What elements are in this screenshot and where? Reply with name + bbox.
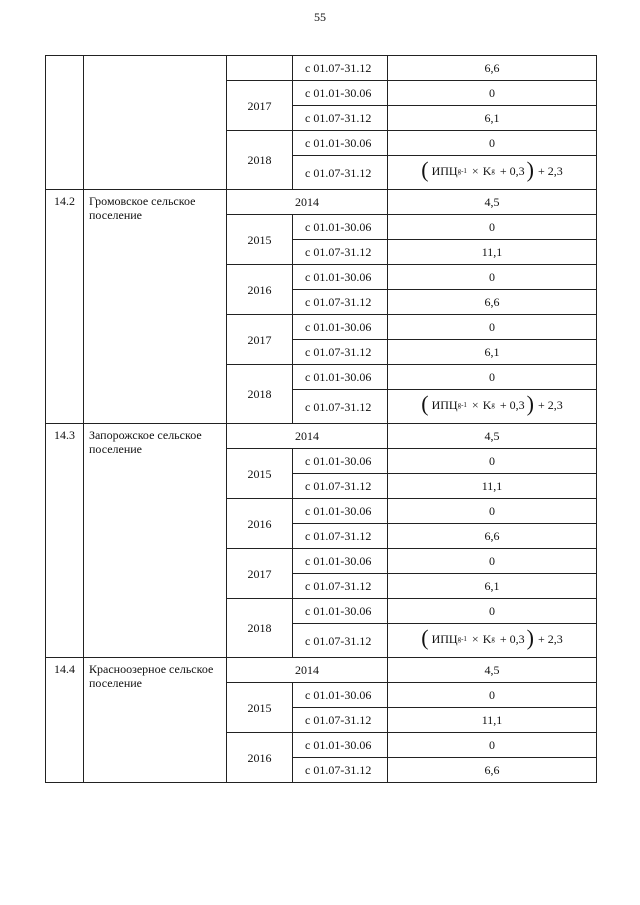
settlement-name-cell: Запорожское сельское поселение xyxy=(84,424,227,658)
row-number-cell: 14.3 xyxy=(46,424,84,658)
year-cell: 2015 xyxy=(227,683,293,733)
value-cell: 0 xyxy=(388,215,597,240)
period-cell: с 01.07-31.12 xyxy=(293,574,388,599)
formula-k: K xyxy=(482,632,492,646)
value-cell: 0 xyxy=(388,315,597,340)
base-year-cell: 2014 xyxy=(227,424,388,449)
formula-inner-term: + 0,3 xyxy=(499,164,525,178)
formula-open-paren: ( xyxy=(421,391,429,416)
period-cell: с 01.07-31.12 xyxy=(293,524,388,549)
page-number: 55 xyxy=(314,10,326,24)
period-cell: с 01.01-30.06 xyxy=(293,81,388,106)
row-number-cell: 14.2 xyxy=(46,190,84,424)
value-cell: 6,1 xyxy=(388,574,597,599)
table-row xyxy=(46,190,597,215)
formula-outer-term: + 2,3 xyxy=(537,632,563,646)
period-cell: с 01.07-31.12 xyxy=(293,624,388,658)
period-cell: с 01.01-30.06 xyxy=(293,365,388,390)
price-index-formula xyxy=(421,391,563,416)
row-number-cell xyxy=(46,56,84,190)
period-cell: с 01.07-31.12 xyxy=(293,290,388,315)
year-cell: 2017 xyxy=(227,81,293,131)
formula-times: × xyxy=(471,398,479,412)
value-cell: 0 xyxy=(388,265,597,290)
value-cell: 0 xyxy=(388,599,597,624)
price-index-formula xyxy=(421,157,563,182)
period-cell: с 01.07-31.12 xyxy=(293,156,388,190)
value-cell: 4,5 xyxy=(388,190,597,215)
settlement-name-cell: Громовское сельское поселение xyxy=(84,190,227,424)
period-cell: с 01.07-31.12 xyxy=(293,240,388,265)
year-cell: 2015 xyxy=(227,449,293,499)
value-cell: 4,5 xyxy=(388,658,597,683)
period-cell: с 01.01-30.06 xyxy=(293,265,388,290)
formula-k-subscript: g xyxy=(491,401,495,409)
value-cell: 6,6 xyxy=(388,524,597,549)
table-row xyxy=(46,56,597,81)
period-cell: с 01.07-31.12 xyxy=(293,340,388,365)
value-cell: 0 xyxy=(388,733,597,758)
value-cell: 6,1 xyxy=(388,106,597,131)
table-body xyxy=(46,56,597,783)
formula-inner-term: + 0,3 xyxy=(499,398,525,412)
period-cell: с 01.01-30.06 xyxy=(293,449,388,474)
formula-ipc: ИПЦ xyxy=(431,632,458,646)
value-cell xyxy=(388,156,597,190)
period-cell: с 01.01-30.06 xyxy=(293,733,388,758)
value-cell: 6,6 xyxy=(388,290,597,315)
table-row xyxy=(46,424,597,449)
period-cell: с 01.07-31.12 xyxy=(293,758,388,783)
year-cell: 2018 xyxy=(227,599,293,658)
period-cell: с 01.01-30.06 xyxy=(293,683,388,708)
period-cell: с 01.07-31.12 xyxy=(293,106,388,131)
formula-outer-term: + 2,3 xyxy=(537,164,563,178)
value-cell: 4,5 xyxy=(388,424,597,449)
year-cell: 2016 xyxy=(227,499,293,549)
period-cell: с 01.01-30.06 xyxy=(293,599,388,624)
formula-k: K xyxy=(482,164,492,178)
year-cell: 2017 xyxy=(227,315,293,365)
formula-times: × xyxy=(471,164,479,178)
formula-close-paren: ) xyxy=(526,625,534,650)
formula-k-subscript: g xyxy=(491,635,495,643)
period-cell: с 01.01-30.06 xyxy=(293,131,388,156)
price-index-formula xyxy=(421,625,563,650)
period-cell: с 01.01-30.06 xyxy=(293,549,388,574)
formula-ipc: ИПЦ xyxy=(431,398,458,412)
year-cell xyxy=(227,56,293,81)
base-year-cell: 2014 xyxy=(227,658,388,683)
formula-ipc-subscript: g-1 xyxy=(457,401,467,409)
base-year-cell: 2014 xyxy=(227,190,388,215)
settlement-name-cell: Красноозерное сельское поселение xyxy=(84,658,227,783)
year-cell: 2018 xyxy=(227,131,293,190)
formula-close-paren: ) xyxy=(526,391,534,416)
formula-ipc-subscript: g-1 xyxy=(457,635,467,643)
formula-ipc: ИПЦ xyxy=(431,164,458,178)
value-cell xyxy=(388,390,597,424)
period-cell: с 01.01-30.06 xyxy=(293,215,388,240)
value-cell: 6,6 xyxy=(388,758,597,783)
value-cell: 0 xyxy=(388,549,597,574)
value-cell: 0 xyxy=(388,683,597,708)
value-cell: 11,1 xyxy=(388,474,597,499)
formula-times: × xyxy=(471,632,479,646)
year-cell: 2015 xyxy=(227,215,293,265)
period-cell: с 01.07-31.12 xyxy=(293,56,388,81)
value-cell: 6,1 xyxy=(388,340,597,365)
year-cell: 2017 xyxy=(227,549,293,599)
formula-ipc-subscript: g-1 xyxy=(457,167,467,175)
year-cell: 2018 xyxy=(227,365,293,424)
tariff-index-table xyxy=(45,55,597,783)
value-cell: 0 xyxy=(388,365,597,390)
value-cell: 11,1 xyxy=(388,240,597,265)
value-cell: 0 xyxy=(388,131,597,156)
row-number-cell: 14.4 xyxy=(46,658,84,783)
formula-inner-term: + 0,3 xyxy=(499,632,525,646)
period-cell: с 01.01-30.06 xyxy=(293,315,388,340)
year-cell: 2016 xyxy=(227,733,293,783)
value-cell: 0 xyxy=(388,499,597,524)
value-cell: 6,6 xyxy=(388,56,597,81)
year-cell: 2016 xyxy=(227,265,293,315)
formula-close-paren: ) xyxy=(526,157,534,182)
value-cell: 0 xyxy=(388,449,597,474)
period-cell: с 01.07-31.12 xyxy=(293,708,388,733)
settlement-name-cell xyxy=(84,56,227,190)
period-cell: с 01.07-31.12 xyxy=(293,474,388,499)
value-cell: 11,1 xyxy=(388,708,597,733)
period-cell: с 01.07-31.12 xyxy=(293,390,388,424)
period-cell: с 01.01-30.06 xyxy=(293,499,388,524)
formula-open-paren: ( xyxy=(421,157,429,182)
value-cell xyxy=(388,624,597,658)
value-cell: 0 xyxy=(388,81,597,106)
table-row xyxy=(46,658,597,683)
formula-k: K xyxy=(482,398,492,412)
formula-k-subscript: g xyxy=(491,167,495,175)
formula-outer-term: + 2,3 xyxy=(537,398,563,412)
formula-open-paren: ( xyxy=(421,625,429,650)
